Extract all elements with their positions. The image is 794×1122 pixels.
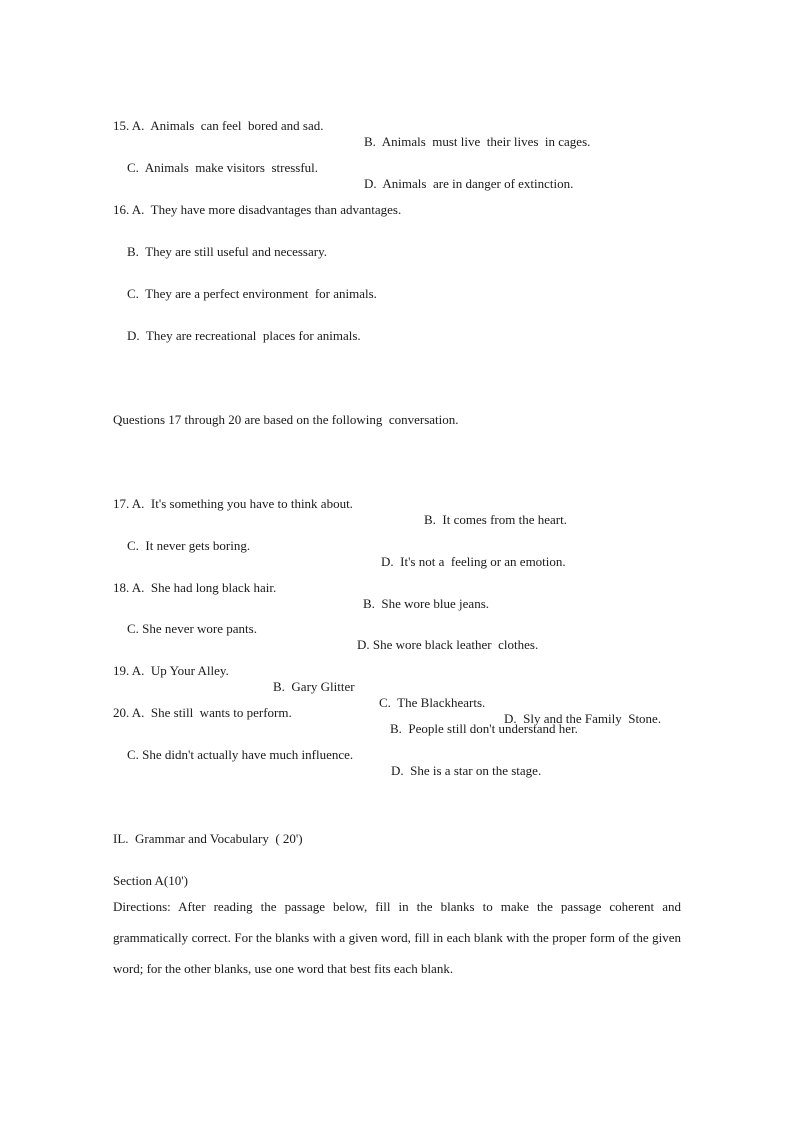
- q19-option-d: D. Sly and the Family Stone.: [504, 711, 662, 726]
- q20-option-d: D. She is a star on the stage.: [391, 763, 542, 778]
- q16-option-c: C. They are a perfect environment for animals.: [127, 286, 377, 301]
- q15-option-b: B. Animals must live their lives in cages.: [364, 134, 591, 149]
- question-15-row-2: [0, 144, 574, 192]
- question-20-row-2: [0, 731, 542, 779]
- q19-option-b: B. Gary Glitter: [273, 679, 355, 694]
- q18-option-d: D. She wore black leather clothes.: [357, 637, 539, 652]
- q17-option-b: B. It comes from the heart.: [424, 512, 567, 527]
- q16-option-a: 16. A. They have more disadvantages than advantages.: [113, 202, 402, 217]
- q19-option-c: C. The Blackhearts.: [379, 695, 486, 710]
- q15-option-c: C. Animals make visitors stressful.: [127, 160, 319, 175]
- q18-option-b: B. She wore blue jeans.: [363, 596, 490, 611]
- q17-option-d: D. It's not a feeling or an emotion.: [381, 554, 566, 569]
- question-18-row-2: [0, 605, 539, 653]
- q18-option-c: C. She never wore pants.: [127, 621, 257, 636]
- q17-option-a: 17. A. It's something you have to think about.: [113, 496, 353, 511]
- q18-option-a: 18. A. She had long black hair.: [113, 580, 277, 595]
- section-heading: [0, 815, 303, 847]
- instruction-text: Questions 17 through 20 are based on the following conversation.: [113, 412, 459, 427]
- section-a-heading-row: [0, 857, 188, 889]
- question-15-row-1: [0, 102, 591, 150]
- question-16-row-3: [0, 270, 377, 302]
- q16-option-d: D. They are recreational places for animals.: [127, 328, 361, 343]
- q20-option-a: 20. A. She still wants to perform.: [113, 705, 292, 720]
- question-16-row-4: [0, 312, 361, 344]
- question-16-row-1: [0, 186, 402, 218]
- directions-paragraph: Directions: After reading the passage below, fill in the blanks to make the passage coherent and grammatically correct. For the blanks with a given word, fill in each blank with the proper form of the given word; for the other blanks, use one word that best fits each blank.: [113, 899, 681, 976]
- q20-option-c: C. She didn't actually have much influence.: [127, 747, 354, 762]
- instruction-questions-17-20: [0, 396, 459, 428]
- q16-option-b: B. They are still useful and necessary.: [127, 244, 327, 259]
- question-16-row-2: [0, 228, 327, 260]
- q15-option-d: D. Animals are in danger of extinction.: [364, 176, 574, 191]
- q17-option-c: C. It never gets boring.: [127, 538, 251, 553]
- q15-option-a: 15. A. Animals can feel bored and sad.: [113, 118, 324, 133]
- q19-option-a: 19. A. Up Your Alley.: [113, 663, 229, 678]
- question-17-row-2: [0, 522, 566, 570]
- section-a-heading: Section A(10'): [113, 873, 188, 888]
- section-ii-heading: IL. Grammar and Vocabulary ( 20'): [113, 831, 303, 846]
- q20-option-b: B. People still don't understand her.: [390, 721, 578, 736]
- question-17-row-1: [0, 480, 567, 528]
